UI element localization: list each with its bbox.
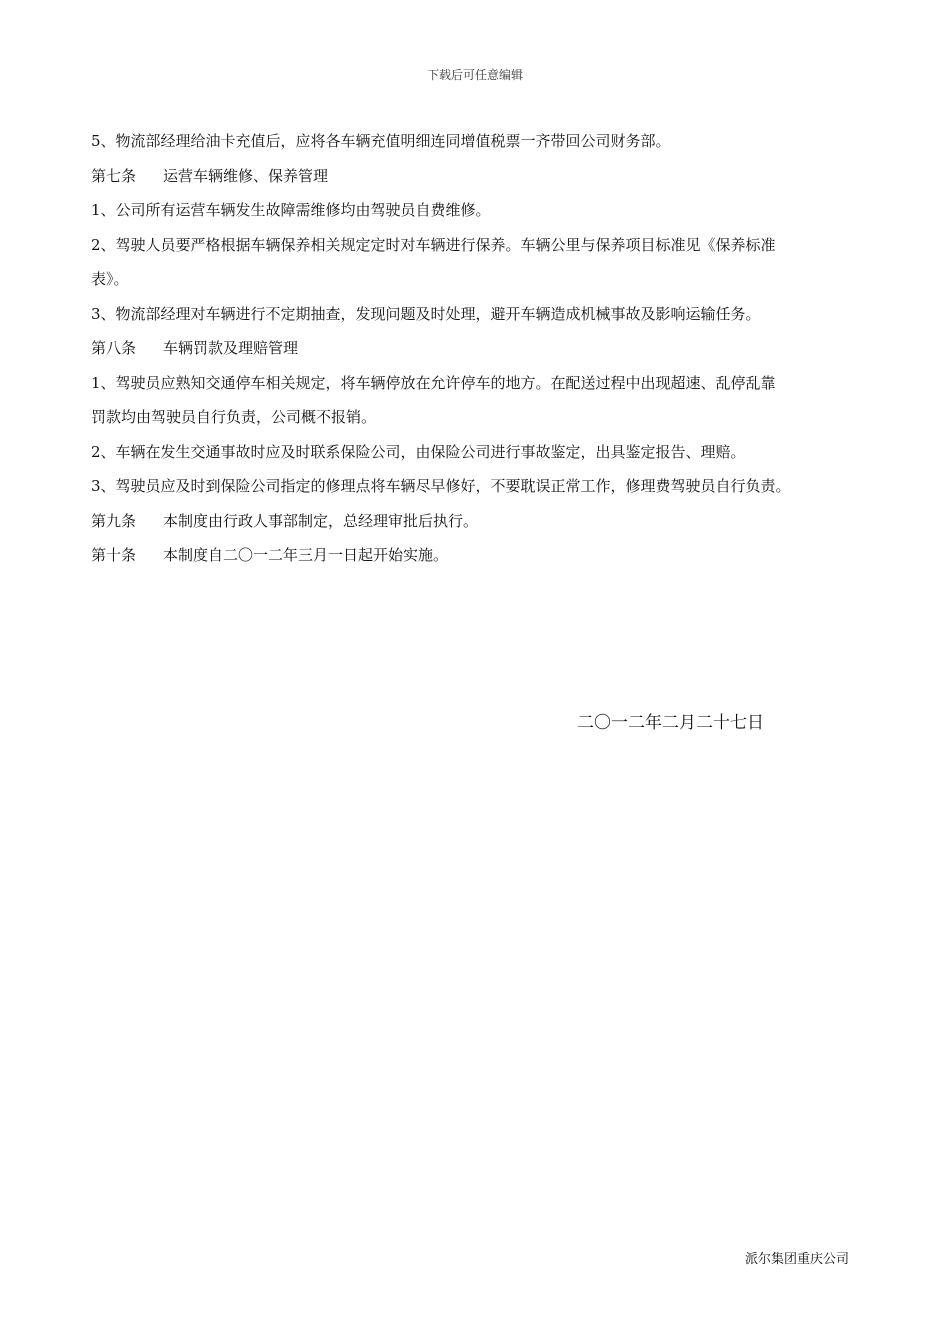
signature-date: 二〇一二年二月二十七日 — [577, 713, 764, 733]
paragraph-line: 罚款均由驾驶员自行负责，公司概不报销。 — [91, 408, 377, 426]
paragraph-line: 1、公司所有运营车辆发生故障需维修均由驾驶员自费维修。 — [91, 201, 491, 219]
article-heading — [91, 331, 871, 366]
article-text: 本制度由行政人事部制定，总经理审批后执行。 — [163, 511, 479, 530]
paragraph-line: 表》。 — [91, 270, 129, 288]
paragraph-line: 3、物流部经理对车辆进行不定期抽查，发现问题及时处理，避开车辆造成机械事故及影响运输任务。 — [91, 304, 761, 323]
article-number: 第九条 — [91, 511, 137, 530]
article-title: 运营车辆维修、保养管理 — [163, 166, 329, 185]
paragraph-line: 3、驾驶员应及时到保险公司指定的修理点将车辆尽早修好，不要耽误正常工作，修理费驾驶员自行负责。 — [91, 477, 791, 495]
footer-company: 派尔集团重庆公司 — [745, 1252, 850, 1267]
article-heading — [91, 504, 871, 539]
article-title: 车辆罚款及理赔管理 — [163, 339, 299, 357]
document-body — [91, 124, 871, 573]
article-heading — [91, 538, 871, 573]
page-header-note: 下载后可任意编辑 — [426, 68, 523, 82]
article-number: 第七条 — [91, 166, 137, 185]
paragraph-line: 2、车辆在发生交通事故时应及时联系保险公司，由保险公司进行事故鉴定，出具鉴定报告、理赔。 — [91, 442, 746, 461]
article-number: 第十条 — [91, 546, 137, 564]
paragraph-line: 2、驾驶人员要严格根据车辆保养相关规定定时对车辆进行保养。车辆公里与保养项目标准见《保养标准 — [91, 235, 776, 254]
article-heading — [91, 159, 871, 194]
article-text: 本制度自二〇一二年三月一日起开始实施。 — [163, 546, 449, 564]
paragraph-line: 1、驾驶员应熟知交通停车相关规定，将车辆停放在允许停车的地方。在配送过程中出现超速、乱停乱靠 — [91, 373, 776, 392]
article-number: 第八条 — [91, 339, 137, 357]
paragraph-line: 5、物流部经理给油卡充值后，应将各车辆充值明细连同增值税票一齐带回公司财务部。 — [91, 132, 671, 150]
